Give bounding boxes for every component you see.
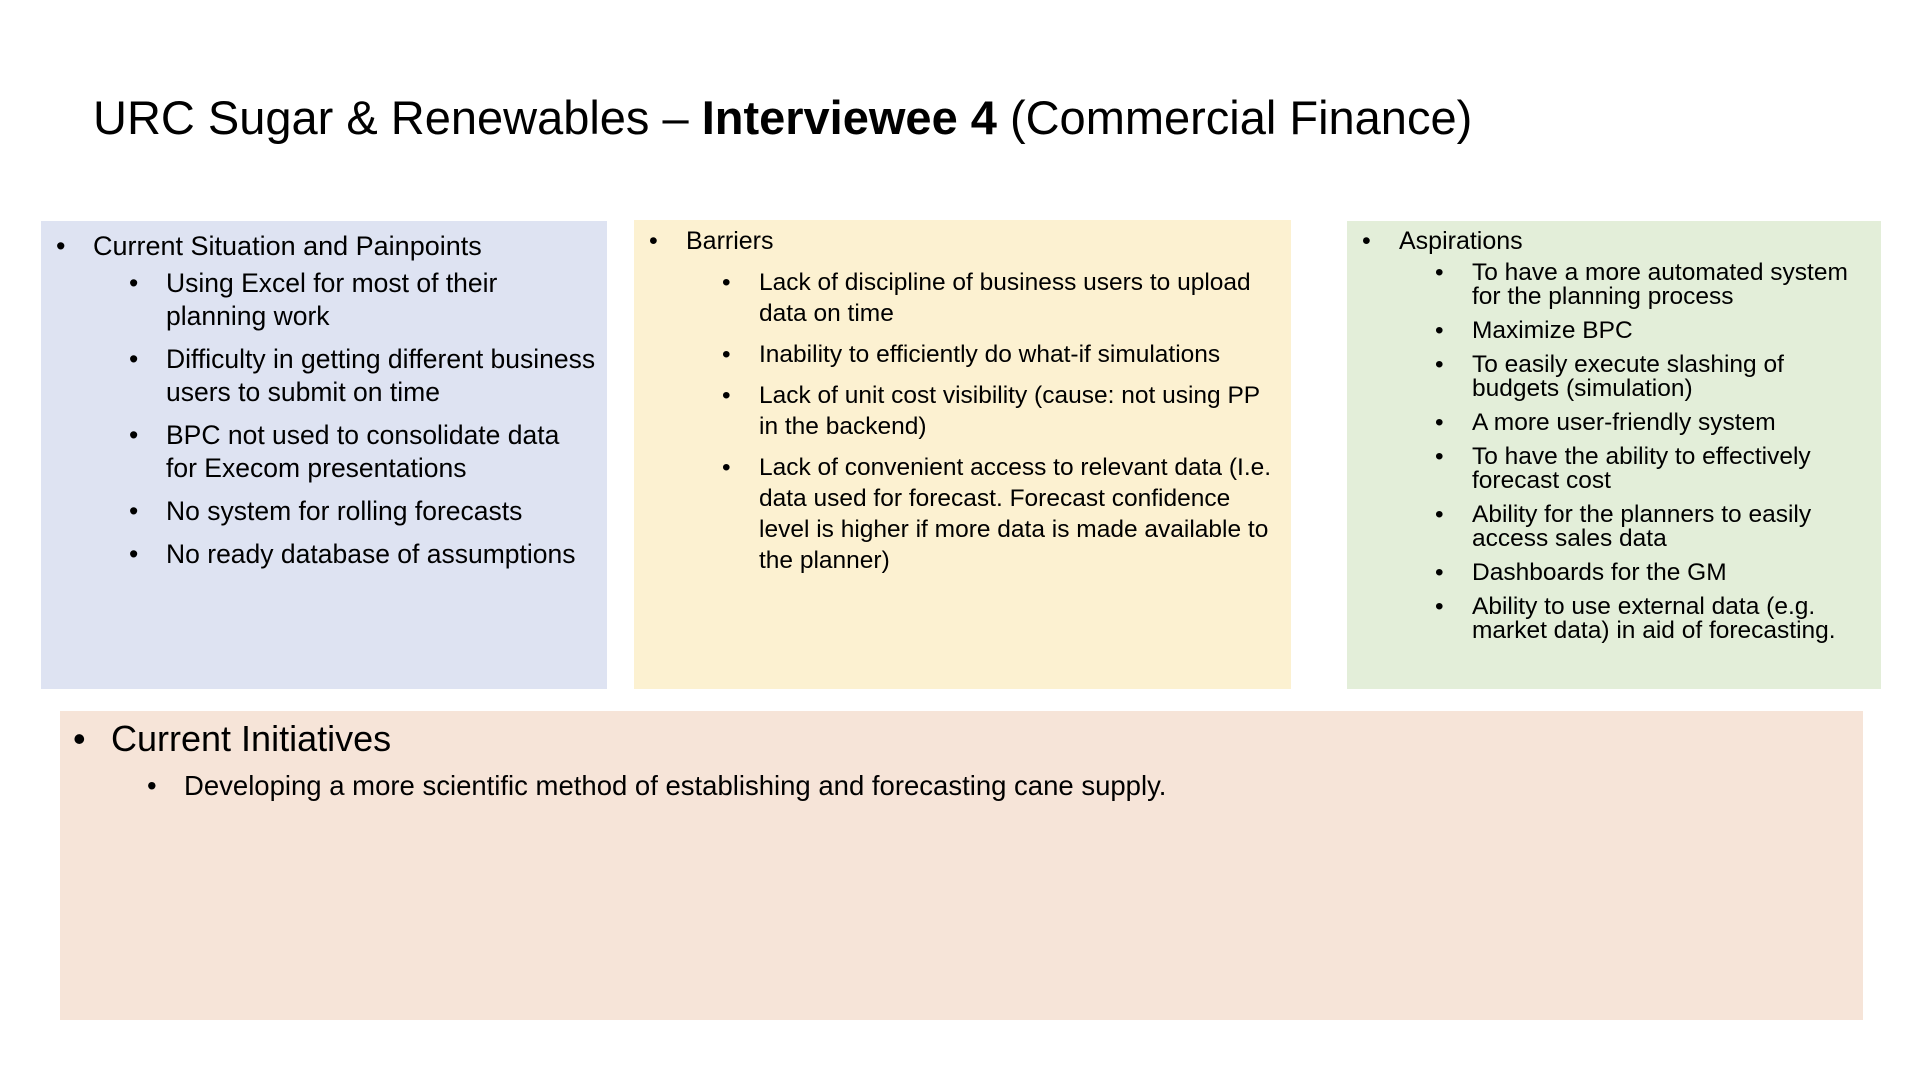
list-item-text: A more user-friendly system xyxy=(1472,409,1776,436)
bullet-icon: • xyxy=(1435,559,1444,586)
current-situation-list xyxy=(56,229,597,581)
current-situation-heading: Current Situation and Painpoints xyxy=(93,231,482,261)
list-item-text: Lack of unit cost visibility (cause: not using PP in the backend) xyxy=(759,382,1260,440)
aspirations-sublist xyxy=(1435,261,1875,643)
list-item xyxy=(1435,503,1875,551)
slide-title xyxy=(93,88,1472,148)
bullet-icon: • xyxy=(1435,501,1444,528)
bullet-icon: • xyxy=(722,382,731,409)
list-item-text: Maximize BPC xyxy=(1472,317,1633,344)
current-initiatives-list xyxy=(73,717,1853,803)
list-item xyxy=(129,419,597,485)
bullet-icon: • xyxy=(1435,317,1444,344)
current-initiatives-panel xyxy=(60,711,1863,1020)
list-item xyxy=(129,343,597,409)
list-item xyxy=(129,495,597,528)
list-item-text: Difficulty in getting different business users to submit on time xyxy=(166,344,596,407)
bullet-icon: • xyxy=(147,770,157,801)
list-item xyxy=(1435,319,1875,343)
list-item-text: BPC not used to consolidate data for Execom presentations xyxy=(166,420,560,483)
bullet-icon: • xyxy=(1435,593,1444,620)
current-situation-sublist xyxy=(129,267,597,571)
bullet-icon: • xyxy=(129,539,139,569)
list-item-text: To have the ability to effectively forecast cost xyxy=(1472,443,1811,494)
list-item-text: No system for rolling forecasts xyxy=(166,496,523,526)
list-item-text: Developing a more scientific method of establishing and forecasting cane supply. xyxy=(184,770,1167,801)
barriers-list xyxy=(649,225,1281,586)
list-item xyxy=(1435,261,1875,309)
aspirations-heading: Aspirations xyxy=(1399,227,1523,255)
barriers-panel xyxy=(634,220,1291,689)
list-item xyxy=(1435,561,1875,585)
current-initiatives-heading-item xyxy=(73,717,1853,803)
aspirations-panel xyxy=(1347,221,1881,689)
list-item xyxy=(1435,353,1875,401)
bullet-icon: • xyxy=(129,420,139,450)
aspirations-heading-item xyxy=(1362,225,1875,643)
barriers-heading-item xyxy=(649,225,1281,576)
barriers-sublist xyxy=(722,267,1281,576)
list-item-text: To easily execute slashing of budgets (simulation) xyxy=(1472,351,1784,402)
list-item xyxy=(1435,445,1875,493)
list-item-text: Dashboards for the GM xyxy=(1472,559,1727,586)
bullet-icon: • xyxy=(56,231,66,261)
list-item-text: Inability to efficiently do what-if simulations xyxy=(759,341,1221,368)
current-situation-panel xyxy=(41,221,607,689)
list-item-text: Ability for the planners to easily access sales data xyxy=(1472,501,1812,552)
title-prefix: URC Sugar & Renewables – xyxy=(93,91,702,144)
bullet-icon: • xyxy=(129,268,139,298)
list-item xyxy=(722,339,1281,370)
list-item xyxy=(722,380,1281,442)
bullet-icon: • xyxy=(1362,227,1371,255)
bullet-icon: • xyxy=(129,496,139,526)
list-item-text: Ability to use external data (e.g. market data) in aid of forecasting. xyxy=(1472,593,1836,644)
bullet-icon: • xyxy=(1435,351,1444,378)
current-initiatives-heading: Current Initiatives xyxy=(111,718,392,759)
list-item xyxy=(722,267,1281,329)
title-interviewee: Interviewee 4 xyxy=(701,91,997,144)
list-item xyxy=(1435,411,1875,435)
list-item xyxy=(722,452,1281,576)
bullet-icon: • xyxy=(722,269,731,296)
bullet-icon: • xyxy=(1435,409,1444,436)
bullet-icon: • xyxy=(722,454,731,481)
barriers-heading: Barriers xyxy=(686,227,774,255)
bullet-icon: • xyxy=(1435,259,1444,286)
current-situation-heading-item xyxy=(56,229,597,571)
list-item-text: No ready database of assumptions xyxy=(166,539,576,569)
list-item xyxy=(129,267,597,333)
list-item-text: Lack of discipline of business users to upload data on time xyxy=(759,269,1251,327)
bullet-icon: • xyxy=(649,227,658,255)
list-item-text: To have a more automated system for the planning process xyxy=(1472,259,1848,310)
current-initiatives-sublist xyxy=(147,769,1853,803)
list-item-text: Using Excel for most of their planning work xyxy=(166,268,498,331)
list-item-text: Lack of convenient access to relevant data (I.e. data used for forecast. Forecast confidence level is higher if more data is made available to the planner) xyxy=(759,454,1272,574)
title-suffix: (Commercial Finance) xyxy=(996,91,1473,144)
list-item xyxy=(129,538,597,571)
list-item xyxy=(147,769,1853,803)
bullet-icon: • xyxy=(73,718,86,759)
list-item xyxy=(1435,595,1875,643)
bullet-icon: • xyxy=(129,344,139,374)
aspirations-list xyxy=(1362,225,1875,653)
bullet-icon: • xyxy=(1435,443,1444,470)
bullet-icon: • xyxy=(722,341,731,368)
